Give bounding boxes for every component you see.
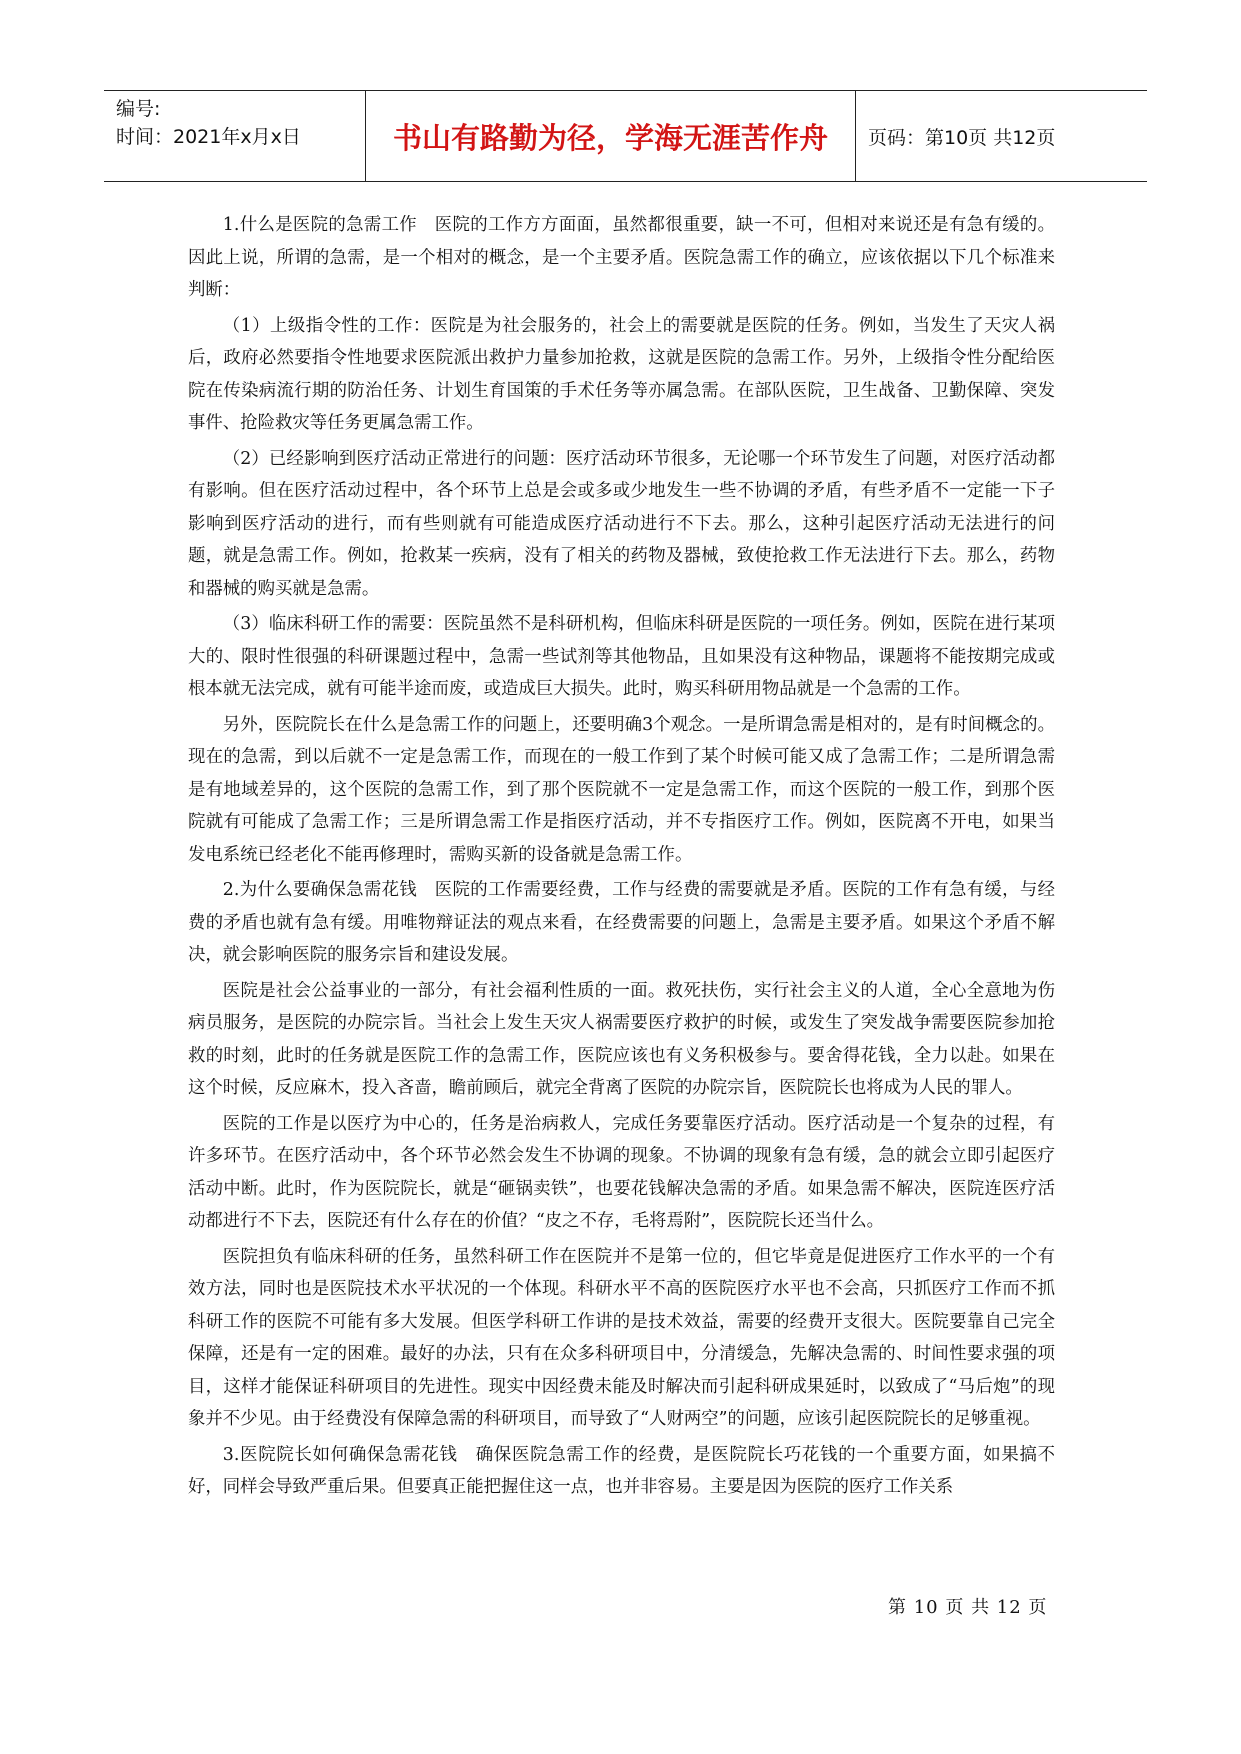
header-page-cell: [856, 91, 1147, 181]
page-header: [104, 90, 1147, 182]
paragraph: （1）上级指令性的工作：医院是为社会服务的，社会上的需要就是医院的任务。例如，当发生了天灾人祸后，政府必然要指令性地要求医院派出救护力量参加抢救，这就是医院的急需工作。另外，上级指令性分配给医院在传染病流行期的防治任务、计划生育国策的手术任务等亦属急需。在部队医院，卫生战备、卫勤保障、突发事件、抢险救灾等任务更属急需工作。: [188, 315, 1055, 433]
paragraph: 医院担负有临床科研的任务，虽然科研工作在医院并不是第一位的，但它毕竟是促进医疗工作水平的一个有效方法，同时也是医院技术水平状况的一个体现。科研水平不高的医院医疗水平也不会高，只抓医疗工作而不抓科研工作的医院不可能有多大发展。但医学科研工作讲的是技术效益，需要的经费开支很大。医院要靠自己完全保障，还是有一定的困难。最好的办法，只有在众多科研项目中，分清缓急，先解决急需的、时间性要求强的项目，这样才能保证科研项目的先进性。现实中因经费未能及时解决而引起科研成果延时，以致成了“马后炮”的现象并不少见。由于经费没有保障急需的科研项目，而导致了“人财两空”的问题，应该引起医院院长的足够重视。: [188, 1246, 1055, 1429]
paragraph: （2）已经影响到医疗活动正常进行的问题：医疗活动环节很多，无论哪一个环节发生了问题，对医疗活动都有影响。但在医疗活动过程中，各个环节上总是会或多或少地发生一些不协调的矛盾，有些矛盾不一定能一下子影响到医疗活动的进行，而有些则就有可能造成医疗活动进行不下去。那么，这种引起医疗活动无法进行的问题，就是急需工作。例如，抢救某一疾病，没有了相关的药物及器械，致使抢救工作无法进行下去。那么，药物和器械的购买就是急需。: [188, 448, 1055, 599]
paragraph: 1.什么是医院的急需工作 医院的工作方方面面，虽然都很重要，缺一不可，但相对来说还是有急有缓的。因此上说，所谓的急需，是一个相对的概念，是一个主要矛盾。医院急需工作的确立，应该依据以下几个标准来判断：: [188, 215, 1055, 300]
time-label: 时间：2021年x月x日: [116, 126, 301, 148]
paragraph: 医院是社会公益事业的一部分，有社会福利性质的一面。救死扶伤，实行社会主义的人道，全心全意地为伤病员服务，是医院的办院宗旨。当社会上发生天灾人祸需要医疗救护的时候，或发生了突发战争需要医院参加抢救的时刻，此时的任务就是医院工作的急需工作，医院应该也有义务积极参与。要舍得花钱，全力以赴。如果在这个时候，反应麻木，投入吝啬，瞻前顾后，就完全背离了医院的办院宗旨，医院院长也将成为人民的罪人。: [188, 980, 1055, 1098]
header-motto-cell: [366, 91, 856, 181]
motto-text: 书山有路勤为径，学海无涯苦作舟: [392, 120, 828, 155]
header-info-cell: [104, 91, 366, 181]
paragraph: 2.为什么要确保急需花钱 医院的工作需要经费，工作与经费的需要就是矛盾。医院的工作有急有缓，与经费的矛盾也就有急有缓。用唯物辩证法的观点来看，在经费需要的问题上，急需是主要矛盾。如果这个矛盾不解决，就会影响医院的服务宗旨和建设发展。: [188, 880, 1055, 965]
document-body: [188, 209, 1055, 1507]
page-code: 页码：第10页 共12页: [868, 126, 1056, 149]
paragraph: 医院的工作是以医疗为中心的，任务是治病救人，完成任务要靠医疗活动。医疗活动是一个复杂的过程，有许多环节。在医疗活动中，各个环节必然会发生不协调的现象。不协调的现象有急有缓，急的就会立即引起医疗活动中断。此时，作为医院院长，就是“砸锅卖铁”，也要花钱解决急需的矛盾。如果急需不解决，医院连医疗活动都进行不下去，医院还有什么存在的价值？“皮之不存，毛将焉附”，医院院长还当什么。: [188, 1113, 1055, 1231]
paragraph: 3.医院院长如何确保急需花钱 确保医院急需工作的经费，是医院院长巧花钱的一个重要方面，如果搞不好，同样会导致严重后果。但要真正能把握住这一点，也并非容易。主要是因为医院的医疗工作关系: [188, 1444, 1055, 1497]
paragraph: 另外，医院院长在什么是急需工作的问题上，还要明确3个观念。一是所谓急需是相对的，是有时间概念的。现在的急需，到以后就不一定是急需工作，而现在的一般工作到了某个时候可能又成了急需工作；二是所谓急需是有地域差异的，这个医院的急需工作，到了那个医院就不一定是急需工作，而这个医院的一般工作，到那个医院就有可能成了急需工作；三是所谓急需工作是指医疗活动，并不专指医疗工作。例如，医院离不开电，如果当发电系统已经老化不能再修理时，需购买新的设备就是急需工作。: [188, 714, 1055, 865]
number-label: 编号:: [116, 98, 161, 120]
page-footer: 第 10 页 共 12 页: [888, 1597, 1048, 1618]
paragraph: （3）临床科研工作的需要：医院虽然不是科研机构，但临床科研是医院的一项任务。例如，医院在进行某项大的、限时性很强的科研课题过程中，急需一些试剂等其他物品，且如果没有这种物品，课题将不能按期完成或根本就无法完成，就有可能半途而废，或造成巨大损失。此时，购买科研用物品就是一个急需的工作。: [188, 614, 1055, 699]
